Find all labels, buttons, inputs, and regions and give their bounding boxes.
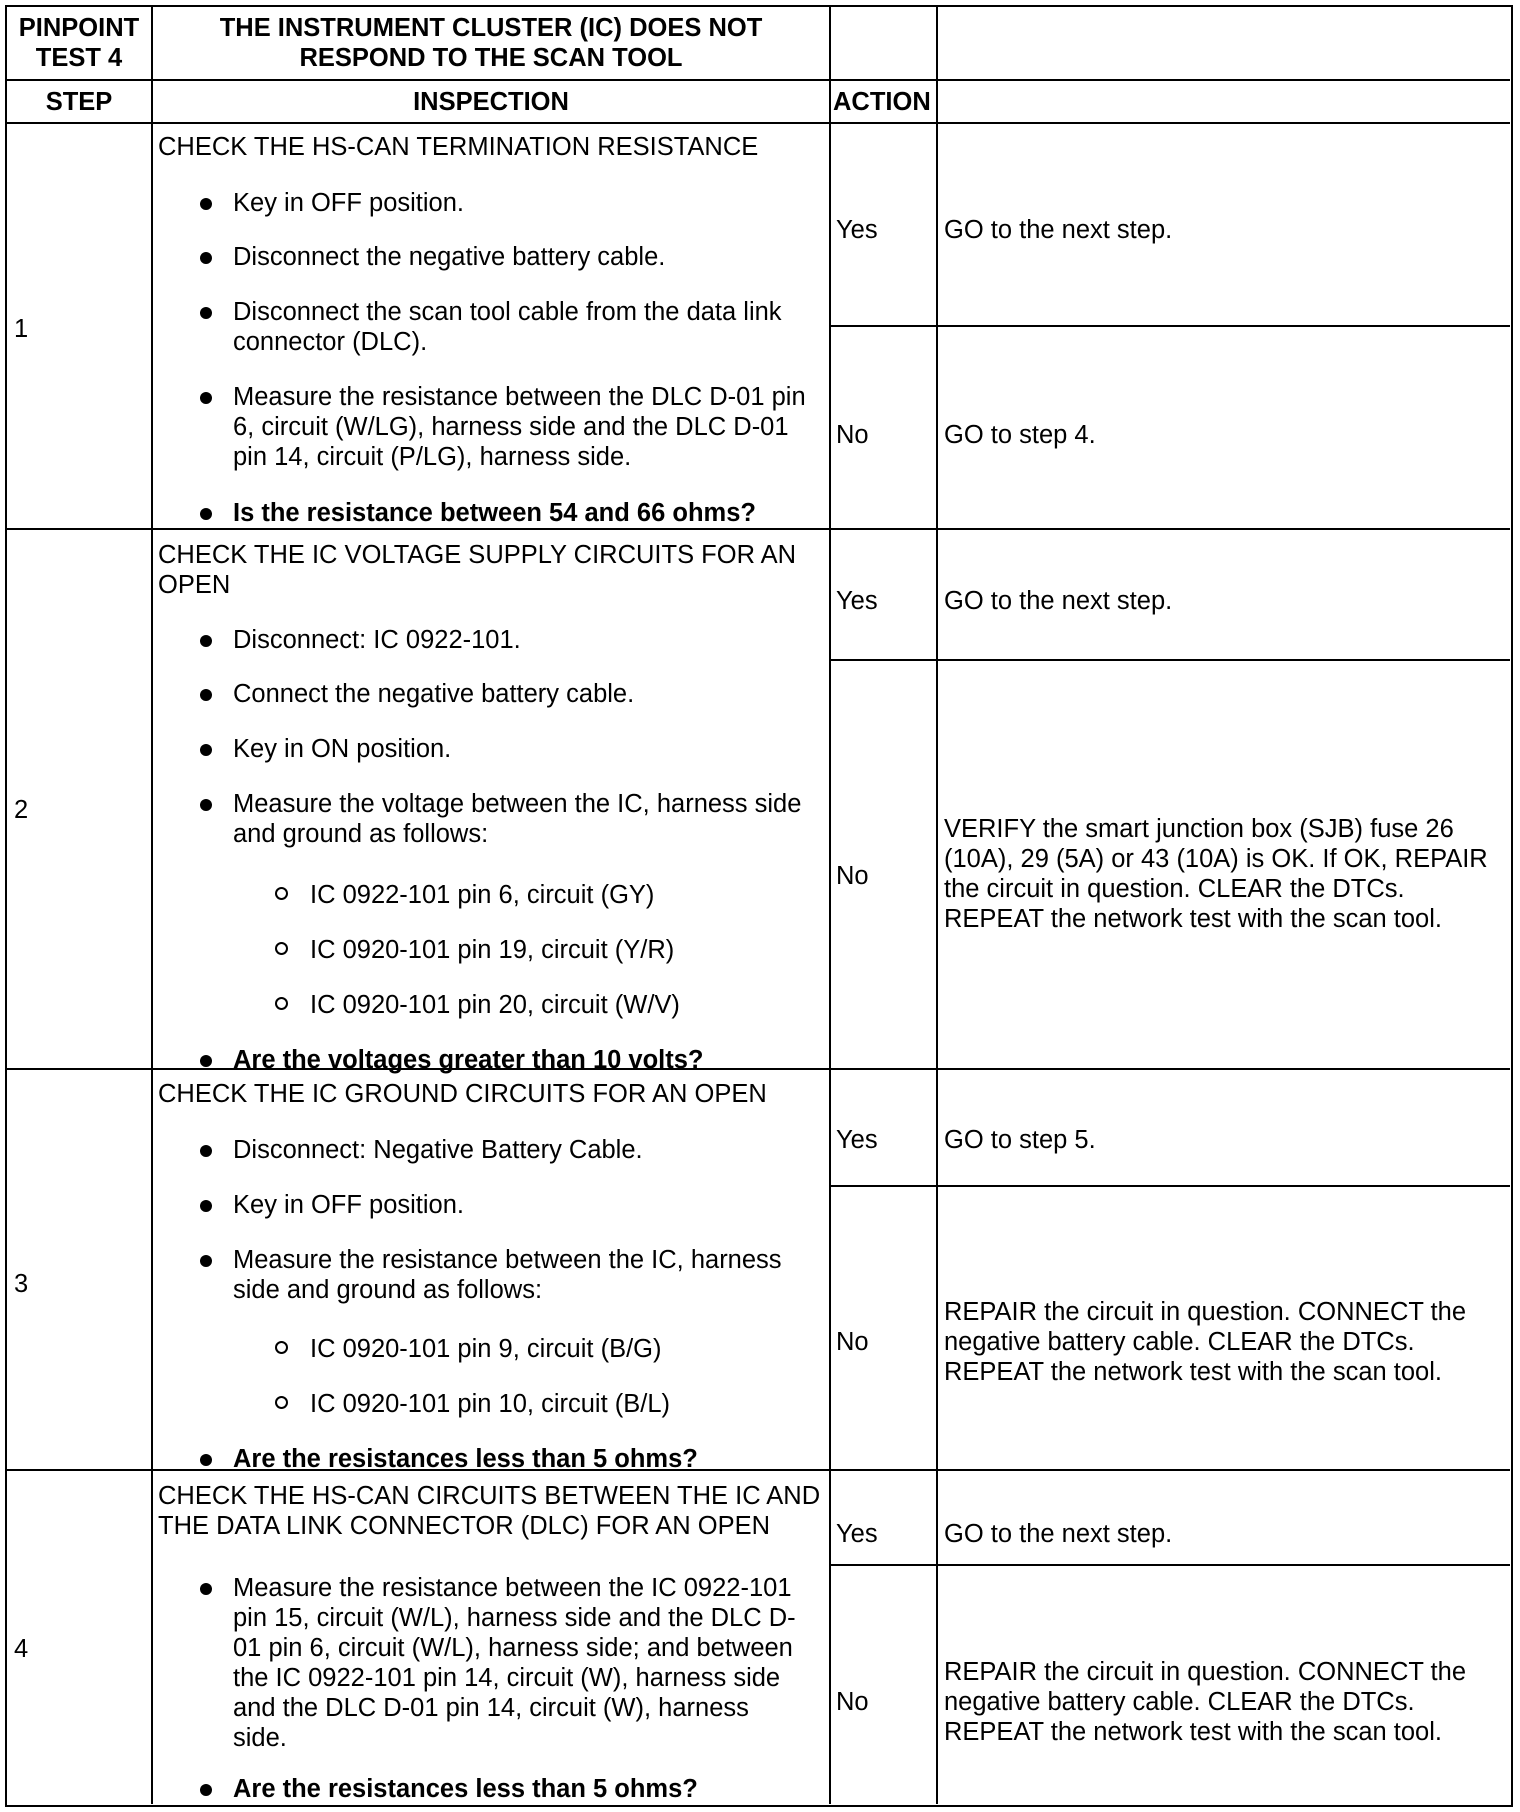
inspection-item: Connect the negative battery cable. xyxy=(233,680,635,708)
inspection-question: Are the voltages greater than 10 volts? xyxy=(233,1046,704,1074)
bullet-icon xyxy=(200,689,212,701)
yes-action: GO to the next step. xyxy=(944,216,1173,244)
inspection-subitem: IC 0920-101 pin 20, circuit (W/V) xyxy=(310,991,680,1019)
bullet-icon xyxy=(200,1200,212,1212)
step-number: 4 xyxy=(14,1635,29,1663)
step-heading: CHECK THE IC VOLTAGE SUPPLY CIRCUITS FOR AN OPEN xyxy=(158,541,804,599)
inspection-subitem: IC 0920-101 pin 9, circuit (B/G) xyxy=(310,1335,662,1363)
bullet-icon xyxy=(200,635,212,647)
col-header-step: STEP xyxy=(45,88,113,116)
inspection-item: Measure the resistance between the IC, harness side and ground as follows: xyxy=(233,1246,789,1304)
pinpoint-label: PINPOINT TEST 4 xyxy=(18,14,140,72)
inspection-item: Measure the resistance between the DLC D-01 pin 6, circuit (W/LG), harness side and the DLC D-01 pin 14, circuit (P/LG), harness side. xyxy=(233,383,813,471)
inspection-item: Disconnect: IC 0922-101. xyxy=(233,626,521,654)
step3-yesno-divider xyxy=(829,1185,1510,1187)
inspection-item: Key in ON position. xyxy=(233,735,452,763)
inspection-item: Disconnect the negative battery cable. xyxy=(233,243,666,271)
sub-bullet-icon xyxy=(275,1396,288,1409)
no-action: VERIFY the smart junction box (SJB) fuse 26 (10A), 29 (5A) or 43 (10A) is OK. If OK, REPAIR the circuit in question. CLEAR the DTCs. REPEAT the network test with the scan tool. xyxy=(944,815,1495,933)
step-heading: CHECK THE IC GROUND CIRCUITS FOR AN OPEN xyxy=(158,1080,767,1108)
sub-bullet-icon xyxy=(275,997,288,1010)
inspection-question: Is the resistance between 54 and 66 ohms? xyxy=(233,499,756,527)
step-number: 1 xyxy=(14,315,29,343)
col-header-inspection: INSPECTION xyxy=(413,88,569,116)
inspection-item: Disconnect: Negative Battery Cable. xyxy=(233,1136,643,1164)
inspection-item: Measure the resistance between the IC 0922-101 pin 15, circuit (W/L), harness side and the DLC D-01 pin 6, circuit (W/L), harness side; and between the IC 0922-101 pin 14, circuit (W), harness side and the DLC D-01 pin 14, circuit (W), harness side. xyxy=(233,1574,800,1752)
bullet-icon xyxy=(200,744,212,756)
col-divider-inspection xyxy=(829,7,831,1804)
inspection-item: Measure the voltage between the IC, harness side and ground as follows: xyxy=(233,790,809,848)
bullet-icon xyxy=(200,198,212,210)
yes-label: Yes xyxy=(836,216,878,244)
step-heading: CHECK THE HS-CAN TERMINATION RESISTANCE xyxy=(158,133,759,161)
sub-bullet-icon xyxy=(275,942,288,955)
yes-action: GO to step 5. xyxy=(944,1126,1096,1154)
pinpoint-test-table xyxy=(5,5,1513,1807)
inspection-item: Disconnect the scan tool cable from the data link connector (DLC). xyxy=(233,298,789,356)
bullet-icon xyxy=(200,1784,212,1796)
yes-label: Yes xyxy=(836,1126,878,1154)
step-number: 3 xyxy=(14,1270,29,1298)
col-divider-action xyxy=(936,7,938,1804)
yes-label: Yes xyxy=(836,587,878,615)
inspection-subitem: IC 0922-101 pin 6, circuit (GY) xyxy=(310,881,655,909)
sub-bullet-icon xyxy=(275,887,288,900)
no-action: REPAIR the circuit in question. CONNECT the negative battery cable. CLEAR the DTCs. REPEAT the network test with the scan tool. xyxy=(944,1298,1474,1386)
bullet-icon xyxy=(200,392,212,404)
step-heading: CHECK THE HS-CAN CIRCUITS BETWEEN THE IC AND THE DATA LINK CONNECTOR (DLC) FOR AN OPEN xyxy=(158,1482,827,1540)
no-label: No xyxy=(836,862,869,890)
col-divider-step xyxy=(151,7,153,1804)
no-label: No xyxy=(836,1328,869,1356)
test-title: THE INSTRUMENT CLUSTER (IC) DOES NOT RESPOND TO THE SCAN TOOL xyxy=(219,14,763,72)
yes-action: GO to the next step. xyxy=(944,1520,1173,1548)
colhead-divider xyxy=(7,122,1510,124)
sub-bullet-icon xyxy=(275,1341,288,1354)
no-action: REPAIR the circuit in question. CONNECT the negative battery cable. CLEAR the DTCs. REPEAT the network test with the scan tool. xyxy=(944,1658,1474,1746)
step2-yesno-divider xyxy=(829,659,1510,661)
bullet-icon xyxy=(200,1055,212,1067)
inspection-question: Are the resistances less than 5 ohms? xyxy=(233,1775,698,1803)
bullet-icon xyxy=(200,508,212,520)
step1-yesno-divider xyxy=(829,325,1510,327)
header-divider xyxy=(7,79,1510,81)
inspection-item: Key in OFF position. xyxy=(233,189,465,217)
bullet-icon xyxy=(200,252,212,264)
col-header-action: ACTION xyxy=(833,88,931,116)
inspection-subitem: IC 0920-101 pin 19, circuit (Y/R) xyxy=(310,936,675,964)
bullet-icon xyxy=(200,1255,212,1267)
bullet-icon xyxy=(200,799,212,811)
no-label: No xyxy=(836,421,869,449)
bullet-icon xyxy=(200,1583,212,1595)
no-label: No xyxy=(836,1688,869,1716)
bullet-icon xyxy=(200,1145,212,1157)
inspection-question: Are the resistances less than 5 ohms? xyxy=(233,1445,698,1473)
no-action: GO to step 4. xyxy=(944,421,1096,449)
step-number: 2 xyxy=(14,796,29,824)
step4-yesno-divider xyxy=(829,1564,1510,1566)
bullet-icon xyxy=(200,307,212,319)
bullet-icon xyxy=(200,1454,212,1466)
inspection-subitem: IC 0920-101 pin 10, circuit (B/L) xyxy=(310,1390,671,1418)
yes-label: Yes xyxy=(836,1520,878,1548)
inspection-item: Key in OFF position. xyxy=(233,1191,465,1219)
step1-end xyxy=(7,528,1510,530)
yes-action: GO to the next step. xyxy=(944,587,1173,615)
